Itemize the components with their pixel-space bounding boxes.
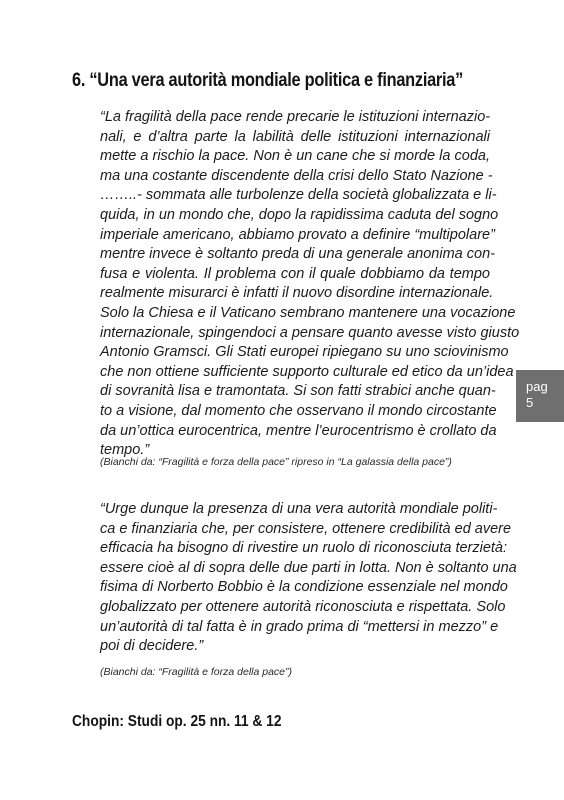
- quote-bianchi-fragilita: [100, 108, 520, 461]
- quote-citation: (Bianchi da: “Fragilità e forza della pace” ripreso in “La galassia della pace”): [100, 456, 452, 468]
- next-section-title: Chopin: Studi op. 25 nn. 11 & 12: [72, 713, 282, 730]
- quote-line: “La fragilità della pace rende precarie le istituzioni internazio-: [100, 109, 491, 125]
- quote-line: un’autorità di tal fatta è in grado prima di “mettersi in mezzo” e: [100, 618, 499, 635]
- section-title: 6. “Una vera autorità mondiale politica e finanziaria”: [72, 70, 464, 91]
- quote-line: da un’ottica eurocentrica, mentre l’eurocentrismo è crollato da: [100, 422, 497, 439]
- quote-line: internazionale, spingendoci a pensare quanto avesse visto giusto: [100, 324, 520, 341]
- page-number-tab: [516, 370, 564, 422]
- quote-line: to a visione, dal momento che osservano il mondo circostante: [100, 402, 497, 419]
- quote-line: Antonio Gramsci. Gli Stati europei ripiegano su uno sciovinismo: [100, 344, 509, 361]
- page-number: 5: [526, 395, 534, 410]
- page-label: pag: [526, 379, 548, 394]
- quote-line: poi di decidere.”: [100, 638, 204, 655]
- quote-citation: (Bianchi da: “Fragilità e forza della pace”): [100, 666, 293, 678]
- quote-line: di sovranità lisa e tramontata. Si son fatti strabici anche quan-: [100, 383, 496, 400]
- quote-line: “Urge dunque la presenza di una vera autorità mondiale politi-: [100, 501, 498, 517]
- quote-line: tempo.”: [100, 442, 150, 459]
- quote-line: Solo la Chiesa e il Vaticano sembrano mantenere una vocazione: [100, 304, 516, 321]
- quote-line: che non ottiene sufficiente supporto culturale ed etico da un’idea: [100, 363, 514, 380]
- quote-line: mentre invece è soltanto preda di una generale anonima con-: [100, 246, 495, 263]
- quote-line: fusa e violenta. Il problema con il quale dobbiamo da tempo: [100, 265, 490, 282]
- quote-line: fisima di Norberto Bobbio è la condizione essenziale nel mondo: [100, 579, 508, 596]
- quote-line: realmente misurarci è infatti il nuovo disordine internazionale.: [100, 285, 494, 302]
- quote-line: ma una costante discendente della crisi dello Stato Nazione -: [100, 167, 493, 184]
- quote-line: efficacia ha bisogno di rivestire un ruolo di riconosciuta terzietà:: [100, 540, 508, 557]
- quote-line: mette a rischio la pace. Non è un cane che si morde la coda,: [100, 148, 490, 165]
- quote-line: ca e finanziaria che, per consistere, ottenere credibilità ed avere: [100, 520, 512, 537]
- quote-line: globalizzato per ottenere autorità riconosciuta e rispettata. Solo: [100, 598, 506, 615]
- quote-line: quida, in un mondo che, dopo la rapidissima caduta del sogno: [100, 206, 499, 223]
- quote-line: nali, e d’altra parte la labilità delle istituzioni internazionali: [100, 128, 490, 145]
- quote-bianchi-autorita: [100, 500, 517, 657]
- quote-line: essere cioè al di sopra delle due parti in lotta. Non è soltanto una: [100, 559, 517, 576]
- quote-line: imperiale americano, abbiamo provato a definire “multipolare”: [100, 226, 495, 243]
- quote-line: ……..- sommata alle turbolenze della società globalizzata e li-: [100, 187, 497, 204]
